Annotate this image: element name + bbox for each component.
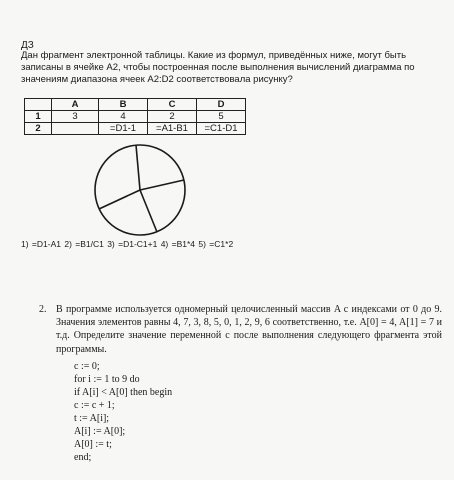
task1-text: Дан фрагмент электронной таблицы. Какие из формул, приведённых ниже, могут быть записаны в ячейке А2, чтобы построенная после выполнения вычислений диаграмма по значениям диапазона ячеек А2:D2 соответствовала рисунку?	[21, 50, 415, 85]
code-line: for i := 1 to 9 do	[74, 374, 140, 385]
pie-divider	[136, 145, 140, 190]
header-cell: A	[52, 99, 99, 111]
pie-divider	[99, 190, 140, 209]
table-header-row	[25, 99, 246, 111]
header-cell: B	[99, 99, 148, 111]
homework-title: ДЗ	[21, 40, 34, 51]
row-number: 2	[25, 123, 52, 135]
code-line: A[i] := A[0];	[74, 426, 126, 437]
code-line: if A[i] < A[0] then begin	[74, 387, 173, 398]
header-cell: C	[148, 99, 197, 111]
cell-B1: 4	[99, 111, 148, 123]
spreadsheet-fragment	[24, 98, 246, 135]
code-line: c := 0;	[74, 361, 100, 372]
header-cell	[25, 99, 52, 111]
code-line: c := c + 1;	[74, 400, 115, 411]
pie-divider	[140, 180, 184, 190]
code-line: A[0] := t;	[74, 439, 112, 450]
pie-chart	[92, 143, 188, 239]
cell-A1: 3	[52, 111, 99, 123]
cell-D2: =C1-D1	[197, 123, 246, 135]
cell-C2: =A1-B1	[148, 123, 197, 135]
cell-B2: =D1-1	[99, 123, 148, 135]
cell-C1: 2	[148, 111, 197, 123]
task2-body: В программе используется одномерный целочисленный массив A с индексами от 0 до 9. Значения элементов равны 4, 7, 3, 8, 5, 0, 1, 2, 9, 6 соответственно, т.е. A[0] = 4, A[1] = 7 и т.д. Определите значение переменной с после выполнения следующего фрагмента этой программы.	[56, 304, 442, 355]
header-cell: D	[197, 99, 246, 111]
table-row	[25, 123, 246, 135]
answer-options: 1) =D1-A1 2) =B1/C1 3) =D1-C1+1 4) =B1*4 5) =C1*2	[21, 239, 234, 249]
code-line: t := A[i];	[74, 413, 110, 424]
table-row	[25, 111, 246, 123]
code-line: end;	[74, 452, 92, 463]
row-number: 1	[25, 111, 52, 123]
task2-text	[39, 303, 442, 356]
task2-number: 2.	[39, 304, 47, 315]
pie-divider	[140, 190, 157, 232]
code-fragment	[74, 360, 172, 464]
cell-A2	[52, 123, 99, 135]
cell-D1: 5	[197, 111, 246, 123]
